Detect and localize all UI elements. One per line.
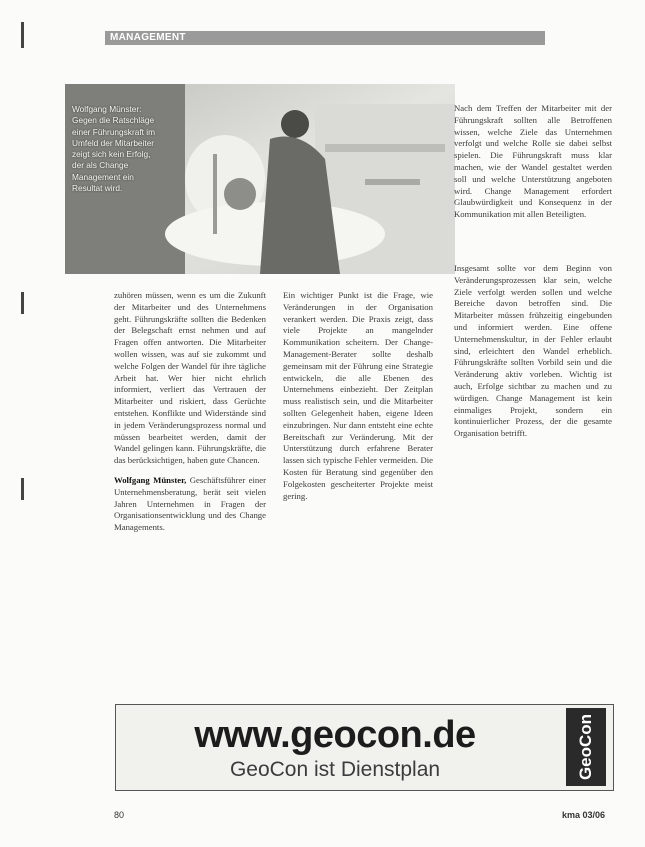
page-spine xyxy=(21,292,24,314)
ad-logo-text: GeoCon xyxy=(576,713,595,781)
article-column-2 xyxy=(283,290,433,502)
article-paragraph: Ein wichtiger Punkt ist die Frage, wie Veränderungen in der Organisation verankert werden. Die Praxis zeigt, dass viele Projekte an mangelnder Kommunikation scheitern. Der Change-Management-Berater sollte deshalb gemeinsam mit der Führung eine Strategie entwickeln, die alle Ebenen des Unternehmens einbezieht. Der Zeitplan muss realistisch sein, und die Mitarbeiter sollten Gelegenheit haben, eigene Ideen einzubringen. Nur dann entsteht eine echte Bereitschaft zur Veränderung. Mit der Unterstützung durch erfahrene Berater lassen sich typische Fehler vermeiden. Die Kosten für Beratung sind gegenüber den Folgekosten gescheiterter Projekte meist gering. xyxy=(283,290,433,501)
author-bio-text: Geschäftsführer einer Unternehmensberatung, berät seit vielen Jahren Unternehmen in Fragen der Organisationsentwicklung und des Change Managements. xyxy=(114,474,266,533)
magazine-issue: kma 03/06 xyxy=(562,810,606,820)
article-paragraph: Nach dem Treffen der Mitarbeiter mit der Führungskraft sollten alle Betroffenen wissen, welche Ziele das Unternehmen verfolgt und welche Rolle sie dabei selbst spielen. Die Führungskraft muss klar machen, wie der Wandel gestaltet werden soll und welche Unterstützung angeboten wird. Change Management erfordert Glaubwürdigkeit und Konsequenz in der Kommunikation mit allen Beteiligten. xyxy=(454,103,612,220)
article-paragraph: zuhören müssen, wenn es um die Zukunft der Mitarbeiter und des Unternehmens geht. Führungskräfte sollten die Bedenken der Belegschaft ernst nehmen und auf Fragen offen antworten. Die Mitarbeiter wollen wissen, was auf sie zukommt und welche Folgen der Wandel für ihre tägliche Arbeit hat. Wer hier nicht ehrlich informiert, verliert das Vertrauen der Mitarbeiter und riskiert, dass Gerüchte entstehen. Konflikte und Widerstände sind in jedem Veränderungsprozess normal und müssen bearbeitet werden, damit der Wandel gelingen kann. Führungskräfte, die das berücksichtigen, haben gute Chancen. xyxy=(114,290,266,466)
author-name: Wolfgang Münster, xyxy=(114,474,187,485)
author-bio xyxy=(114,475,266,534)
article-column-3 xyxy=(454,103,612,440)
page-spine xyxy=(21,22,24,48)
ad-claim: GeoCon ist Dienstplan xyxy=(229,758,441,781)
photo-caption: Wolfgang Münster: Gegen die Ratschläge einer Führungskraft im Umfeld der Mitarbeiter zeigt sich kein Erfolg, der als Change Management ein Resultat wird. xyxy=(72,104,156,194)
page-number: 80 xyxy=(114,810,125,820)
page-spine xyxy=(21,478,24,500)
article-paragraph: Insgesamt sollte vor dem Beginn von Veränderungsprozessen klar sein, welche Ziele verfolgt werden sollen und welche Bereiche davon betroffen sind. Die Mitarbeiter müssen frühzeitig eingebunden und informiert werden. Eine offene Unternehmenskultur, in der Fehler erlaubt sind, erleichtert den Wandel erheblich. Führungskräfte sollten Vorbild sein und die Veränderung aktiv vorleben. Wichtig ist auch, Erfolge sichtbar zu machen und zu würdigen. Change Management ist kein einmaliges Projekt, sondern ein kontinuierlicher Prozess, der die gesamte Organisation betrifft. xyxy=(454,262,612,439)
ad-logo xyxy=(566,708,606,786)
ad-url: www.geocon.de xyxy=(194,714,476,756)
article-column-1 xyxy=(114,290,266,534)
section-label: MANAGEMENT xyxy=(110,32,186,43)
